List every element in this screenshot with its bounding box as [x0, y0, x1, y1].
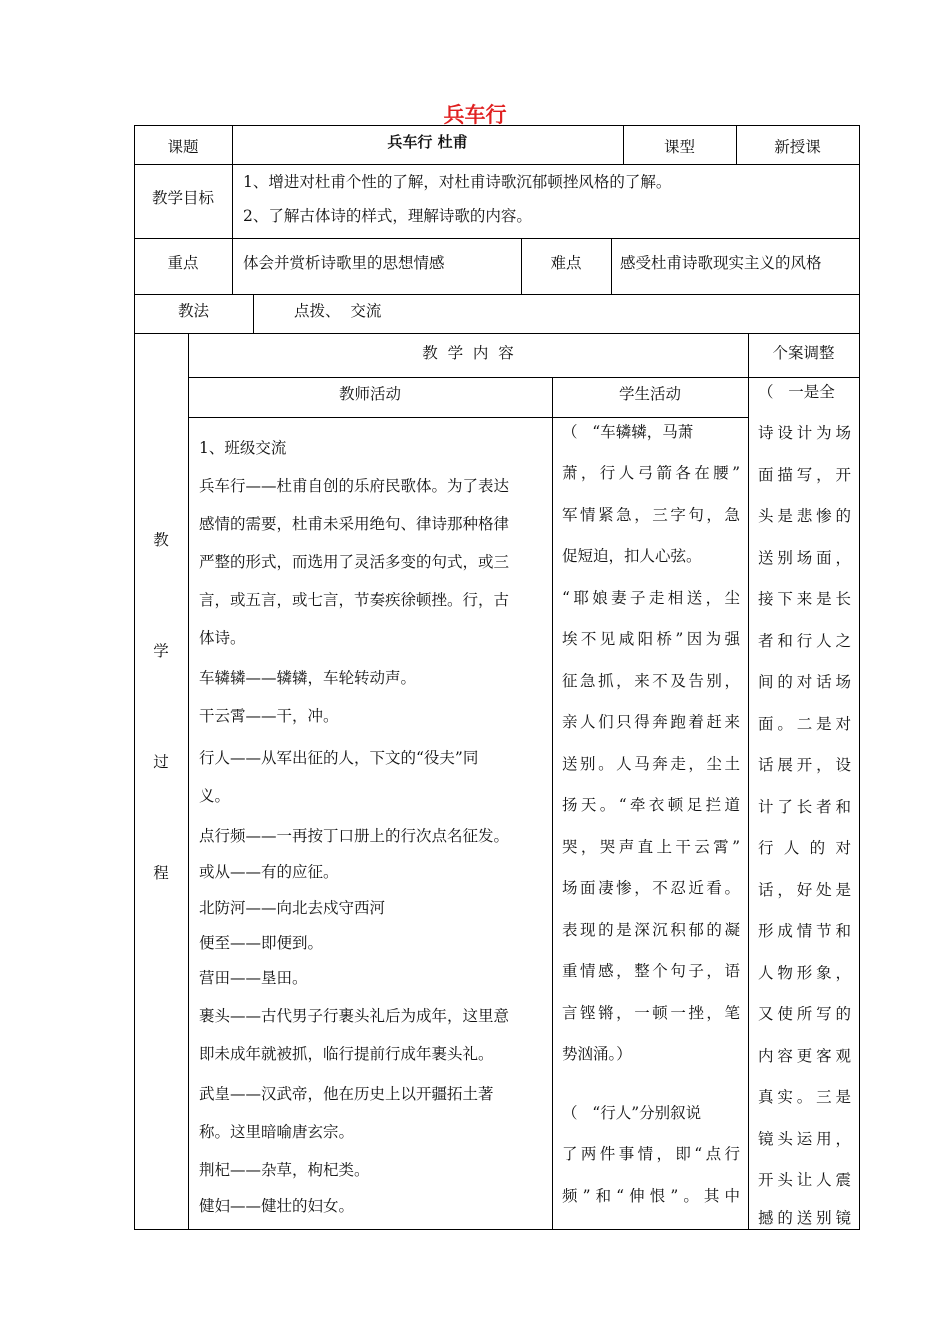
content-header: 教 学 内 容	[422, 344, 514, 362]
adjust-line: 真实。三是	[758, 1088, 851, 1106]
process-label-char: 学	[153, 642, 169, 660]
student-line: 促短迫，扣人心弦。	[562, 547, 702, 565]
adjust-line: 头是悲惨的	[758, 507, 851, 525]
adjust-line: 开头让人震	[758, 1171, 851, 1189]
adjust-line: 撼的送别镜	[758, 1209, 851, 1227]
method-value: 点拨、 交流	[294, 302, 382, 320]
student-line: 表现的是深沉积郁的凝	[562, 921, 740, 939]
student-line: 扬天。“牵衣顿足拦道	[562, 796, 740, 814]
adjust-header: 个案调整	[772, 344, 835, 362]
teacher-header: 教师活动	[338, 385, 401, 403]
teacher-line: 健妇——健壮的妇女。	[199, 1197, 355, 1215]
adjust-line: 行 人 的 对	[758, 839, 851, 857]
teacher-line: 言，或五言，或七言，节奏疾徐顿挫。行，古	[199, 591, 510, 609]
key-point-value: 体会并赏析诗歌里的思想情感	[243, 254, 445, 272]
teacher-line: 干云霄——干，冲。	[199, 707, 339, 725]
goals-label: 教学目标	[151, 189, 214, 207]
goal-item: 2、了解古体诗的样式，理解诗歌的内容。	[243, 207, 532, 225]
document-title: 兵车行	[443, 103, 507, 127]
teacher-line: 体诗。	[199, 629, 246, 647]
process-label-char: 过	[153, 753, 169, 771]
student-line: （ “车辚辚，马萧	[562, 423, 694, 441]
type-value: 新授课	[774, 138, 821, 156]
method-label: 教法	[177, 302, 209, 320]
process-label-char: 程	[153, 864, 169, 882]
adjust-line: 镜头运用，	[758, 1130, 851, 1148]
goal-item: 1、增进对杜甫个性的了解，对杜甫诗歌沉郁顿挫风格的了解。	[243, 173, 672, 191]
adjust-line: 形成情节和	[758, 922, 851, 940]
process-label-char: 教	[153, 531, 169, 549]
teacher-line: 北防河——向北去戍守西河	[199, 899, 386, 917]
adjust-line: 计了长者和	[758, 798, 851, 816]
teacher-line: 点行频——一再按丁口册上的行次点名征发。	[199, 827, 510, 845]
student-line: 送别。人马奔走，尘土	[562, 755, 740, 773]
teacher-line: 感情的需要，杜甫未采用绝句、律诗那种格律	[199, 515, 510, 533]
student-line: 频”和“伸恨”。其中	[562, 1187, 740, 1205]
teacher-line: 兵车行——杜甫自创的乐府民歌体。为了表达	[199, 477, 510, 495]
teacher-line: 车辚辚——辚辚，车轮转动声。	[199, 669, 417, 687]
adjust-line: 内容更客观	[758, 1047, 851, 1065]
student-line: “耶娘妻子走相送，尘	[562, 589, 740, 607]
student-line: 言铿锵，一顿一挫，笔	[562, 1004, 740, 1022]
adjust-line: 面。二是对	[758, 715, 851, 733]
student-line: 萧，行人弓箭各在腰”	[562, 464, 740, 482]
teacher-line: 1、班级交流	[199, 439, 287, 457]
difficulty-value: 感受杜甫诗歌现实主义的风格	[620, 254, 822, 272]
adjust-line: 送别场面，	[758, 549, 851, 567]
student-line: 势汹涌。）	[562, 1045, 632, 1063]
adjust-line: 者和行人之	[758, 632, 851, 650]
student-line: 埃不见咸阳桥”因为强	[562, 630, 740, 648]
adjust-line: 诗设计为场	[758, 424, 851, 442]
adjust-line: 话展开，设	[758, 756, 851, 774]
student-line: 征急抓，来不及告别，	[562, 672, 740, 690]
adjust-line: 又使所写的	[758, 1005, 851, 1023]
teacher-line: 荆杞——杂草，枸杞类。	[199, 1161, 370, 1179]
teacher-line: 称。这里暗喻唐玄宗。	[199, 1123, 355, 1141]
student-line: 军情紧急，三字句，急	[562, 506, 740, 524]
adjust-line: 话，好处是	[758, 881, 851, 899]
student-line: 亲人们只得奔跑着赶来	[562, 713, 740, 731]
student-line: 重情感，整个句子，语	[562, 962, 740, 980]
teacher-line: 严整的形式，而选用了灵活多变的句式，或三	[199, 553, 510, 571]
teacher-line: 武皇——汉武帝，他在历史上以开疆拓土著	[199, 1085, 494, 1103]
student-line: 了两件事情，即“点行	[562, 1145, 740, 1163]
key-point-label: 重点	[167, 254, 199, 272]
difficulty-label: 难点	[550, 254, 582, 272]
student-line: 场面凄惨，不忍近看。	[562, 879, 740, 897]
student-line: （ “行人”分别叙说	[562, 1104, 702, 1122]
teacher-line: 裹头——古代男子行裹头礼后为成年，这里意	[199, 1007, 510, 1025]
student-line: 哭，哭声直上干云霄”	[562, 838, 740, 856]
adjust-line: 面描写，开	[758, 466, 851, 484]
adjust-line: （ 一是全	[758, 383, 835, 401]
teacher-line: 营田——垦田。	[199, 969, 308, 987]
teacher-line: 或从——有的应征。	[199, 863, 339, 881]
adjust-line: 接下来是长	[758, 590, 851, 608]
teacher-line: 行人——从军出征的人，下文的“役夫”同	[199, 749, 479, 767]
adjust-line: 人物形象，	[758, 964, 851, 982]
teacher-line: 义。	[199, 787, 231, 805]
adjust-line: 间的对话场	[758, 673, 851, 691]
type-label: 课型	[663, 138, 695, 156]
teacher-line: 即未成年就被抓，临行提前行成年裹头礼。	[199, 1045, 494, 1063]
teacher-line: 便至——即便到。	[199, 934, 324, 952]
topic-label: 课题	[167, 138, 199, 156]
topic-value: 兵车行 杜甫	[387, 133, 468, 151]
student-header: 学生活动	[618, 385, 681, 403]
